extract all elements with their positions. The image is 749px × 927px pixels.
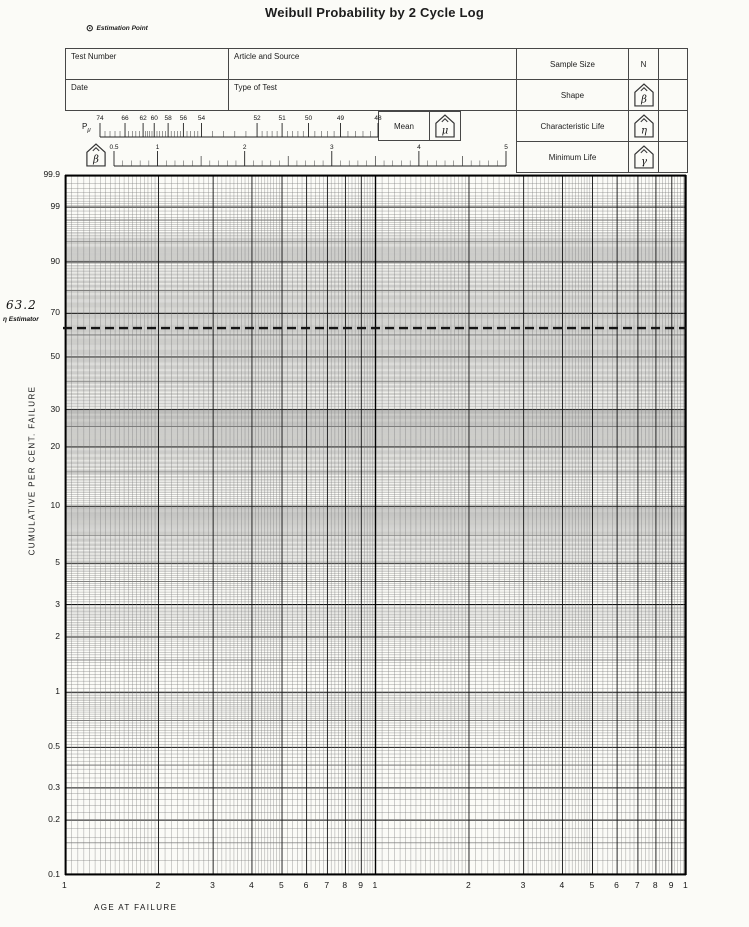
svg-text:μ: μ xyxy=(441,125,449,137)
x-tick-label: 3 xyxy=(520,880,526,890)
svg-text:0.5: 0.5 xyxy=(109,144,119,151)
y-tick-label: 30 xyxy=(50,403,60,414)
y-tick-label: 1 xyxy=(55,686,60,697)
svg-text:γ: γ xyxy=(640,156,647,168)
x-tick-label: 7 xyxy=(634,880,640,890)
characteristic-life-symbol-cell xyxy=(628,110,659,142)
y-tick-label: 5 xyxy=(55,557,60,568)
x-tick-label: 1 xyxy=(62,880,67,890)
y-axis-title: CUMULATIVE PER CENT. FAILURE xyxy=(27,385,37,556)
svg-text:2: 2 xyxy=(242,144,247,151)
svg-text:58: 58 xyxy=(164,115,172,122)
x-tick-label: 4 xyxy=(559,880,565,890)
y-tick-label: 70 xyxy=(50,307,60,318)
shape-value-cell xyxy=(658,79,688,111)
y-tick-label: 90 xyxy=(50,255,60,266)
page-title: Weibull Probability by 2 Cycle Log xyxy=(265,5,484,20)
x-tick-label: 8 xyxy=(652,880,658,890)
gamma-hat-icon xyxy=(634,145,654,169)
x-tick-label: 5 xyxy=(279,880,284,890)
y-tick-label: 50 xyxy=(50,351,60,362)
x-axis-title: AGE AT FAILURE xyxy=(94,903,178,912)
y-tick-label: 20 xyxy=(50,440,60,451)
x-tick-label: 7 xyxy=(324,880,330,890)
x-tick-label: 9 xyxy=(668,880,674,890)
shape-cell: Shape xyxy=(516,79,629,111)
eta-estimator-label: η Estimator xyxy=(3,316,39,323)
pmu-scale-label-sub: μ xyxy=(87,127,91,134)
y-tick-label: 0.3 xyxy=(48,781,60,792)
pmu-scale xyxy=(96,111,386,139)
sample-size-value-cell xyxy=(658,48,688,80)
svg-text:1: 1 xyxy=(155,144,160,151)
x-tick-label: 5 xyxy=(589,880,595,890)
y-tick-label: 0.5 xyxy=(48,741,60,752)
x-tick-label: 9 xyxy=(358,880,364,890)
y-tick-label: 99 xyxy=(50,201,60,212)
beta-scale-hat-icon xyxy=(86,143,106,167)
svg-text:β: β xyxy=(640,94,647,106)
svg-text:54: 54 xyxy=(197,115,206,122)
x-tick-label: 2 xyxy=(155,880,161,890)
beta-scale xyxy=(108,142,518,172)
x-tick-label: 1 xyxy=(683,880,688,890)
svg-text:51: 51 xyxy=(278,115,286,122)
x-tick-label: 4 xyxy=(248,880,254,890)
type-of-test-cell: Type of Test xyxy=(228,79,517,111)
svg-text:66: 66 xyxy=(121,115,129,122)
sample-size-symbol-cell: N xyxy=(628,48,659,80)
pmu-scale-label xyxy=(82,122,91,134)
svg-text:52: 52 xyxy=(253,115,261,122)
svg-text:56: 56 xyxy=(179,115,188,122)
y-tick-label: 10 xyxy=(50,500,60,511)
mean-cell: Mean xyxy=(378,111,430,141)
mu-hat-icon xyxy=(435,114,455,138)
eta-annotation: 63.2 xyxy=(6,298,37,312)
weibull-grid xyxy=(65,175,686,875)
beta-hat-icon xyxy=(634,83,654,107)
svg-text:5: 5 xyxy=(504,144,508,151)
svg-text:48: 48 xyxy=(374,115,382,122)
shape-symbol-cell xyxy=(628,79,659,111)
eta-hat-icon xyxy=(634,114,654,138)
x-tick-label: 3 xyxy=(210,880,215,890)
svg-text:β: β xyxy=(93,154,99,166)
svg-text:4: 4 xyxy=(417,144,421,151)
y-tick-label: 2 xyxy=(55,631,60,642)
date-cell: Date xyxy=(65,79,229,111)
estimation-point-label: Estimation Point xyxy=(96,24,148,32)
characteristic-life-value-cell xyxy=(658,110,688,142)
pmu-scale-label-main: P xyxy=(82,122,88,131)
test-number-cell: Test Number xyxy=(65,48,229,80)
x-tick-label: 6 xyxy=(303,880,309,890)
estimation-point-legend xyxy=(86,24,148,32)
x-tick-label: 8 xyxy=(342,880,348,890)
y-tick-label: 0.2 xyxy=(48,814,60,825)
svg-text:49: 49 xyxy=(336,115,345,122)
svg-text:74: 74 xyxy=(96,115,104,122)
svg-text:50: 50 xyxy=(304,115,313,122)
estimation-point-icon: ⊙ xyxy=(86,23,94,33)
mean-symbol-cell xyxy=(429,111,461,141)
svg-text:3: 3 xyxy=(329,144,334,151)
sample-size-cell: Sample Size xyxy=(516,48,629,80)
x-tick-label: 6 xyxy=(614,880,619,890)
y-tick-label: 3 xyxy=(55,598,60,609)
characteristic-life-cell: Characteristic Life xyxy=(516,110,629,142)
svg-text:62: 62 xyxy=(139,115,147,122)
x-tick-label: 2 xyxy=(465,880,471,890)
svg-text:η: η xyxy=(640,125,647,137)
y-tick-label: 0.1 xyxy=(48,869,60,879)
svg-text:60: 60 xyxy=(150,115,158,122)
minimum-life-symbol-cell xyxy=(628,141,659,173)
minimum-life-value-cell xyxy=(658,141,688,173)
minimum-life-cell: Minimum Life xyxy=(516,141,629,173)
x-tick-label: 1 xyxy=(372,880,378,890)
article-source-cell: Article and Source xyxy=(228,48,517,80)
y-tick-label: 99.9 xyxy=(43,169,60,179)
